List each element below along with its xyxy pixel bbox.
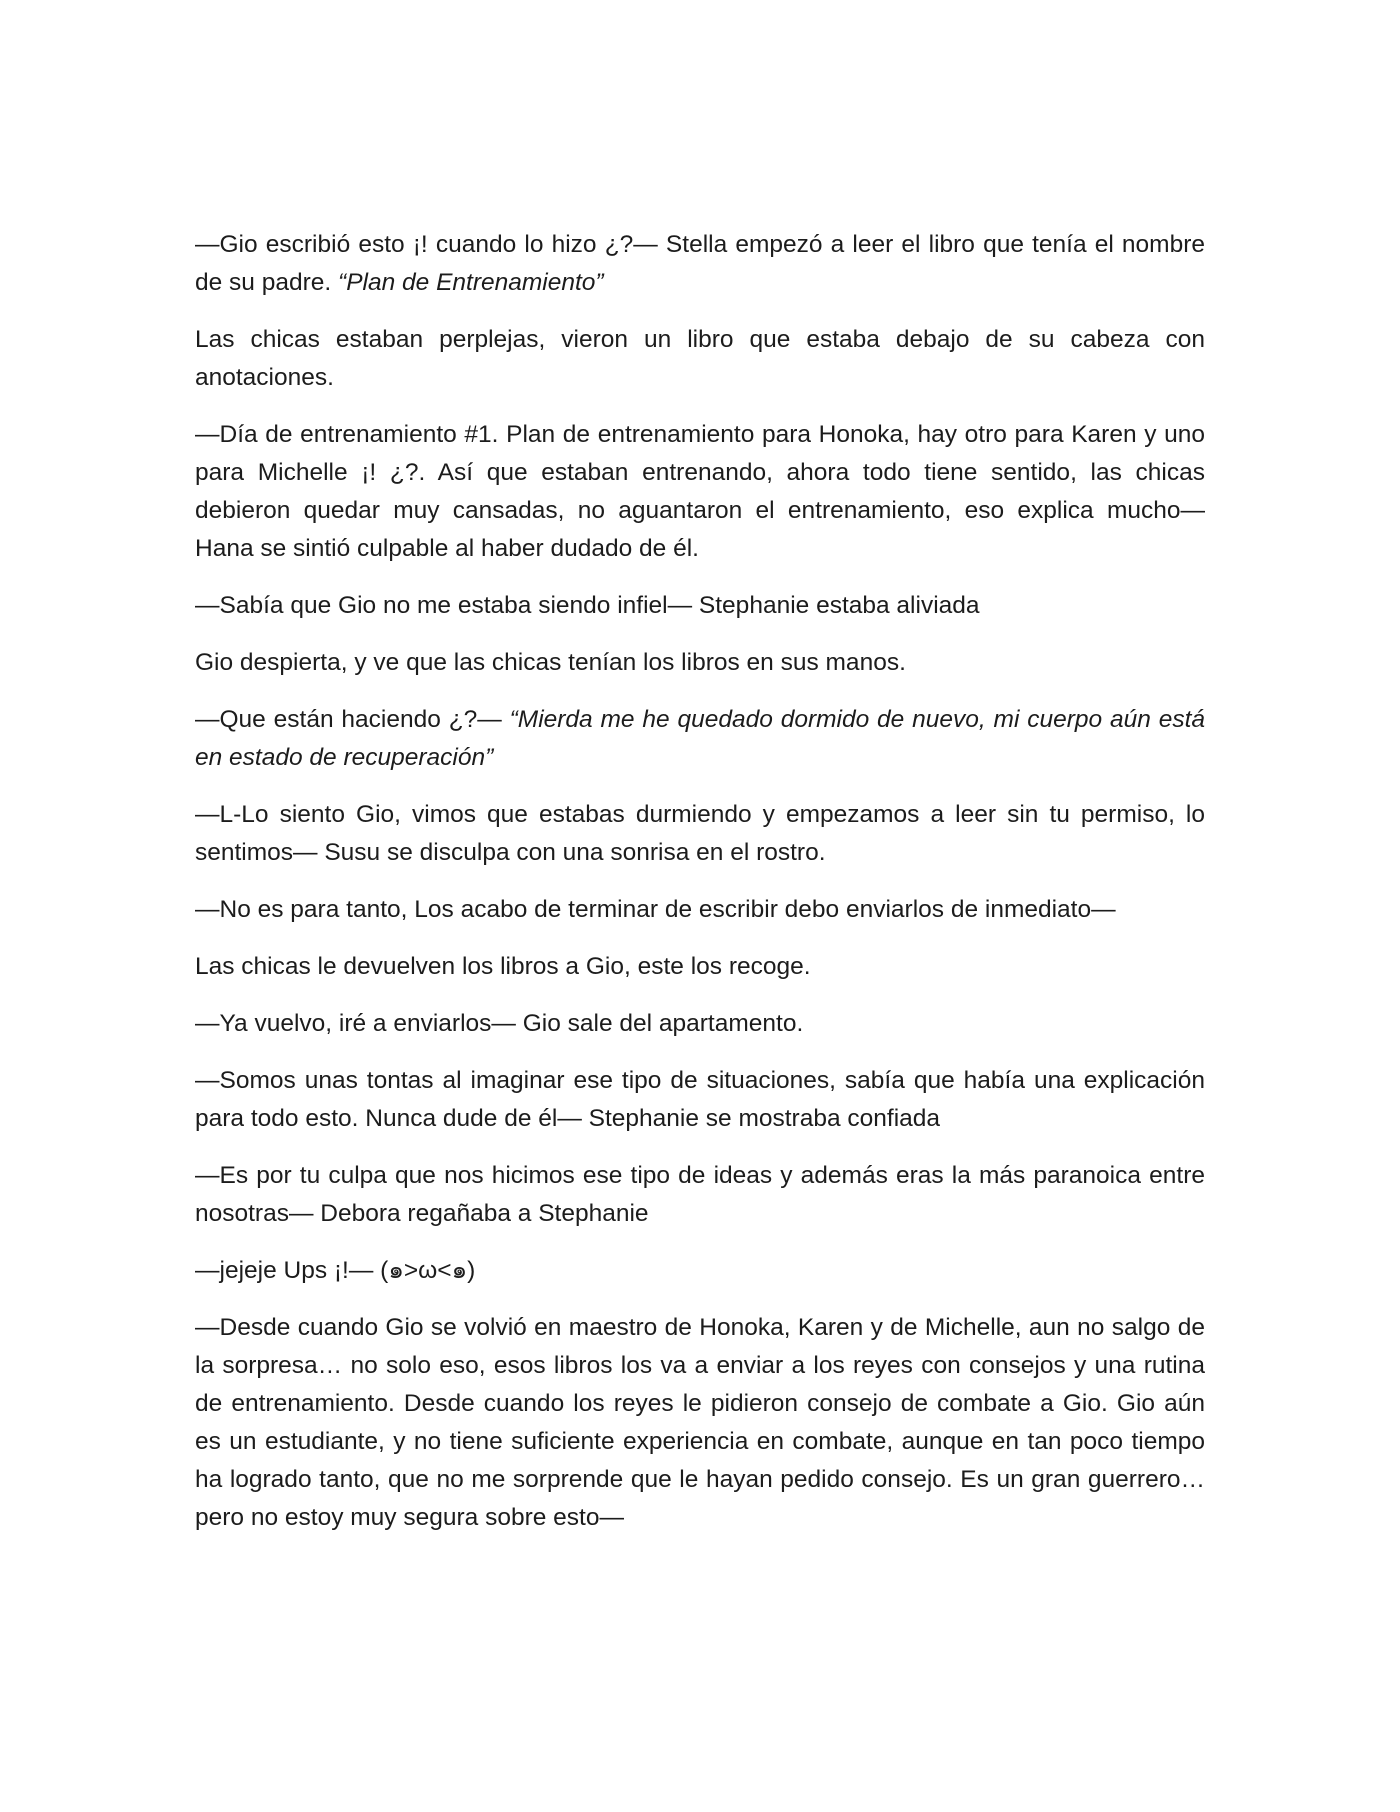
paragraph (195, 644, 1205, 682)
paragraph (195, 701, 1205, 777)
paragraph-text: —Ya vuelvo, iré a enviarlos— Gio sale del apartamento. (195, 1010, 804, 1037)
paragraph (195, 1005, 1205, 1043)
paragraph-text: Las chicas le devuelven los libros a Gio, este los recoge. (195, 953, 811, 980)
paragraph (195, 1062, 1205, 1138)
paragraph-text: —L-Lo siento Gio, vimos que estabas durmiendo y empezamos a leer sin tu permiso, lo sentimos— Susu se disculpa con una sonrisa en el rostro. (195, 801, 1205, 866)
paragraph (195, 416, 1205, 568)
paragraph (195, 226, 1205, 302)
paragraph (195, 321, 1205, 397)
italic-text: “Mierda me he quedado dormido de nuevo, mi cuerpo aún está en estado de recuperación” (195, 706, 1205, 771)
paragraph (195, 1252, 1205, 1290)
paragraph-text: —Gio escribió esto ¡! cuando lo hizo ¿?— Stella empezó a leer el libro que tenía el nombre de su padre. (195, 231, 1205, 296)
paragraph (195, 948, 1205, 986)
paragraph-text: —Desde cuando Gio se volvió en maestro de Honoka, Karen y de Michelle, aun no salgo de la sorpresa… no solo eso, esos libros los va a enviar a los reyes con consejos y una rutina de entrenamiento. Desde cuando los reyes le pidieron consejo de combate a Gio. Gio aún es un estudiante, y no tiene suficiente experiencia en combate, aunque en tan poco tiempo ha logrado tanto, que no me sorprende que le hayan pedido consejo. Es un gran guerrero… pero no estoy muy segura sobre esto— (195, 1314, 1205, 1531)
paragraph-text: —Somos unas tontas al imaginar ese tipo de situaciones, sabía que había una explicación para todo esto. Nunca dude de él— Stephanie se mostraba confiada (195, 1067, 1205, 1132)
paragraph-text: —Que están haciendo ¿?— (195, 706, 510, 733)
paragraph-text: —jejeje Ups ¡!— (๑>ω<๑) (195, 1257, 476, 1284)
italic-text: “Plan de Entrenamiento” (338, 269, 604, 296)
paragraph (195, 587, 1205, 625)
paragraph-text: —No es para tanto, Los acabo de terminar de escribir debo enviarlos de inmediato— (195, 896, 1116, 923)
paragraph (195, 1309, 1205, 1537)
paragraph (195, 1157, 1205, 1233)
paragraph-text: Gio despierta, y ve que las chicas tenían los libros en sus manos. (195, 649, 906, 676)
paragraph (195, 796, 1205, 872)
paragraph-text: —Día de entrenamiento #1. Plan de entrenamiento para Honoka, hay otro para Karen y uno para Michelle ¡! ¿?. Así que estaban entrenando, ahora todo tiene sentido, las chicas debieron quedar muy cansadas, no aguantaron el entrenamiento, eso explica mucho— Hana se sintió culpable al haber dudado de él. (195, 421, 1205, 562)
paragraph (195, 891, 1205, 929)
paragraph-text: Las chicas estaban perplejas, vieron un libro que estaba debajo de su cabeza con anotaciones. (195, 326, 1205, 391)
paragraph-text: —Es por tu culpa que nos hicimos ese tipo de ideas y además eras la más paranoica entre nosotras— Debora regañaba a Stephanie (195, 1162, 1205, 1227)
paragraph-text: —Sabía que Gio no me estaba siendo infiel— Stephanie estaba aliviada (195, 592, 980, 619)
document-page (195, 226, 1205, 1556)
